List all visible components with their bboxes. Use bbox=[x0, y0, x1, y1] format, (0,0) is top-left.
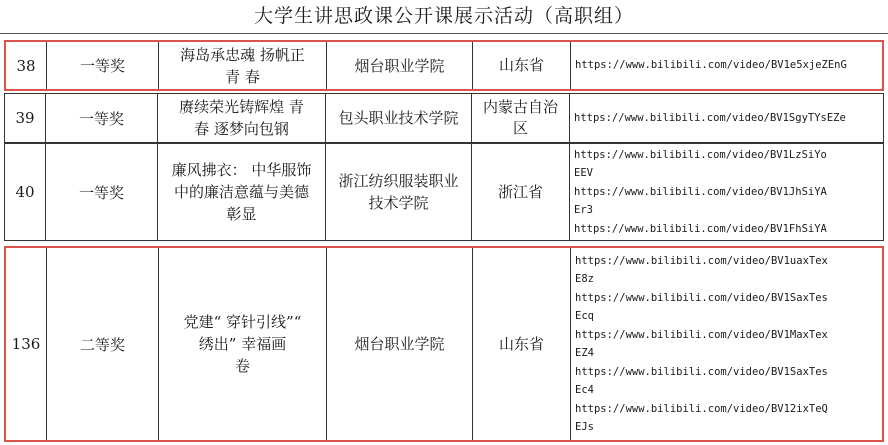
course-title bbox=[158, 144, 326, 240]
award-level: 一等奖 bbox=[46, 94, 158, 142]
award-level: 一等奖 bbox=[47, 42, 159, 89]
province bbox=[472, 144, 570, 240]
row-number: 136 bbox=[6, 248, 47, 440]
video-link[interactable]: https://www.bilibili.com/video/BV1SaxTes bbox=[575, 365, 828, 378]
page-title: 大学生讲思政课公开课展示活动（高职组） bbox=[253, 5, 634, 27]
video-link[interactable]: https://www.bilibili.com/video/BV1JhSiYA bbox=[574, 185, 827, 198]
cell-line: 烟台职业学院 bbox=[354, 56, 445, 75]
video-links bbox=[570, 94, 885, 142]
cell-line: 浙江省 bbox=[497, 182, 543, 201]
video-link[interactable]: Ecq bbox=[575, 310, 594, 322]
video-link[interactable]: EJs bbox=[575, 421, 594, 433]
award-level: 二等奖 bbox=[47, 248, 159, 440]
province bbox=[473, 42, 571, 89]
cell-line: 廉风拂衣： 中华服饰 bbox=[171, 161, 312, 179]
cell-line: 包头职业技术学院 bbox=[338, 109, 459, 127]
school-name bbox=[326, 94, 472, 142]
cell-line: 区 bbox=[512, 119, 528, 137]
video-link[interactable]: Ec4 bbox=[575, 384, 594, 396]
cell-line: 彰显 bbox=[226, 205, 257, 223]
row-number: 38 bbox=[6, 42, 47, 89]
course-title bbox=[158, 94, 326, 142]
video-link[interactable]: Er3 bbox=[574, 204, 593, 217]
video-link[interactable]: E8z bbox=[575, 273, 594, 285]
video-link[interactable]: EEV bbox=[574, 167, 593, 180]
video-link[interactable]: https://www.bilibili.com/video/BV1FhSiYA bbox=[574, 222, 827, 235]
video-link[interactable]: https://www.bilibili.com/video/BV1SgyTYsEZe bbox=[574, 111, 846, 124]
course-title bbox=[159, 248, 327, 440]
cell-line: 山东省 bbox=[498, 56, 544, 74]
province bbox=[472, 94, 570, 142]
video-links bbox=[571, 248, 886, 440]
cell-line: 内蒙古自治 bbox=[482, 98, 558, 116]
table-row bbox=[4, 143, 884, 241]
cell-line: 春 逐梦向包钢 bbox=[194, 120, 289, 138]
video-links bbox=[571, 42, 886, 89]
video-link[interactable]: https://www.bilibili.com/video/BV1LzSiYo bbox=[574, 148, 827, 161]
cell-line: 卷 bbox=[234, 357, 250, 375]
cell-line: 党建“ 穿针引线”“ bbox=[183, 313, 302, 331]
cell-line: 山东省 bbox=[498, 334, 544, 353]
table-row bbox=[4, 40, 884, 91]
video-link[interactable]: https://www.bilibili.com/video/BV12ixTeQ bbox=[575, 402, 828, 415]
award-level: 一等奖 bbox=[46, 144, 158, 240]
table-row bbox=[4, 246, 884, 442]
cell-line: 绣出” 幸福画 bbox=[198, 335, 287, 353]
video-link[interactable]: EZ4 bbox=[575, 347, 594, 359]
school-name bbox=[327, 248, 473, 440]
cell-line: 海岛承忠魂 扬帆正 bbox=[180, 45, 305, 64]
school-name bbox=[327, 42, 473, 89]
row-number: 40 bbox=[5, 144, 46, 240]
cell-line: 浙江纺织服装职业 bbox=[338, 172, 459, 190]
title-divider bbox=[0, 33, 888, 34]
cell-line: 技术学院 bbox=[368, 194, 429, 212]
video-link[interactable]: https://www.bilibili.com/video/BV1SaxTes bbox=[575, 291, 828, 304]
cell-line: 青 春 bbox=[225, 67, 260, 86]
province bbox=[473, 248, 571, 440]
school-name bbox=[326, 144, 472, 240]
table-row bbox=[4, 93, 884, 143]
course-title bbox=[159, 42, 327, 89]
video-link[interactable]: https://www.bilibili.com/video/BV1MaxTex bbox=[575, 328, 828, 341]
cell-line: 烟台职业学院 bbox=[354, 335, 445, 353]
row-number: 39 bbox=[5, 94, 46, 142]
video-link[interactable]: https://www.bilibili.com/video/BV1uaxTex bbox=[575, 254, 828, 267]
video-link[interactable]: https://www.bilibili.com/video/BV1e5xjeZEnG bbox=[575, 59, 847, 72]
cell-line: 赓续荣光铸辉煌 青 bbox=[179, 98, 304, 116]
video-links bbox=[570, 144, 885, 240]
cell-line: 中的廉洁意蕴与美德 bbox=[173, 183, 309, 201]
